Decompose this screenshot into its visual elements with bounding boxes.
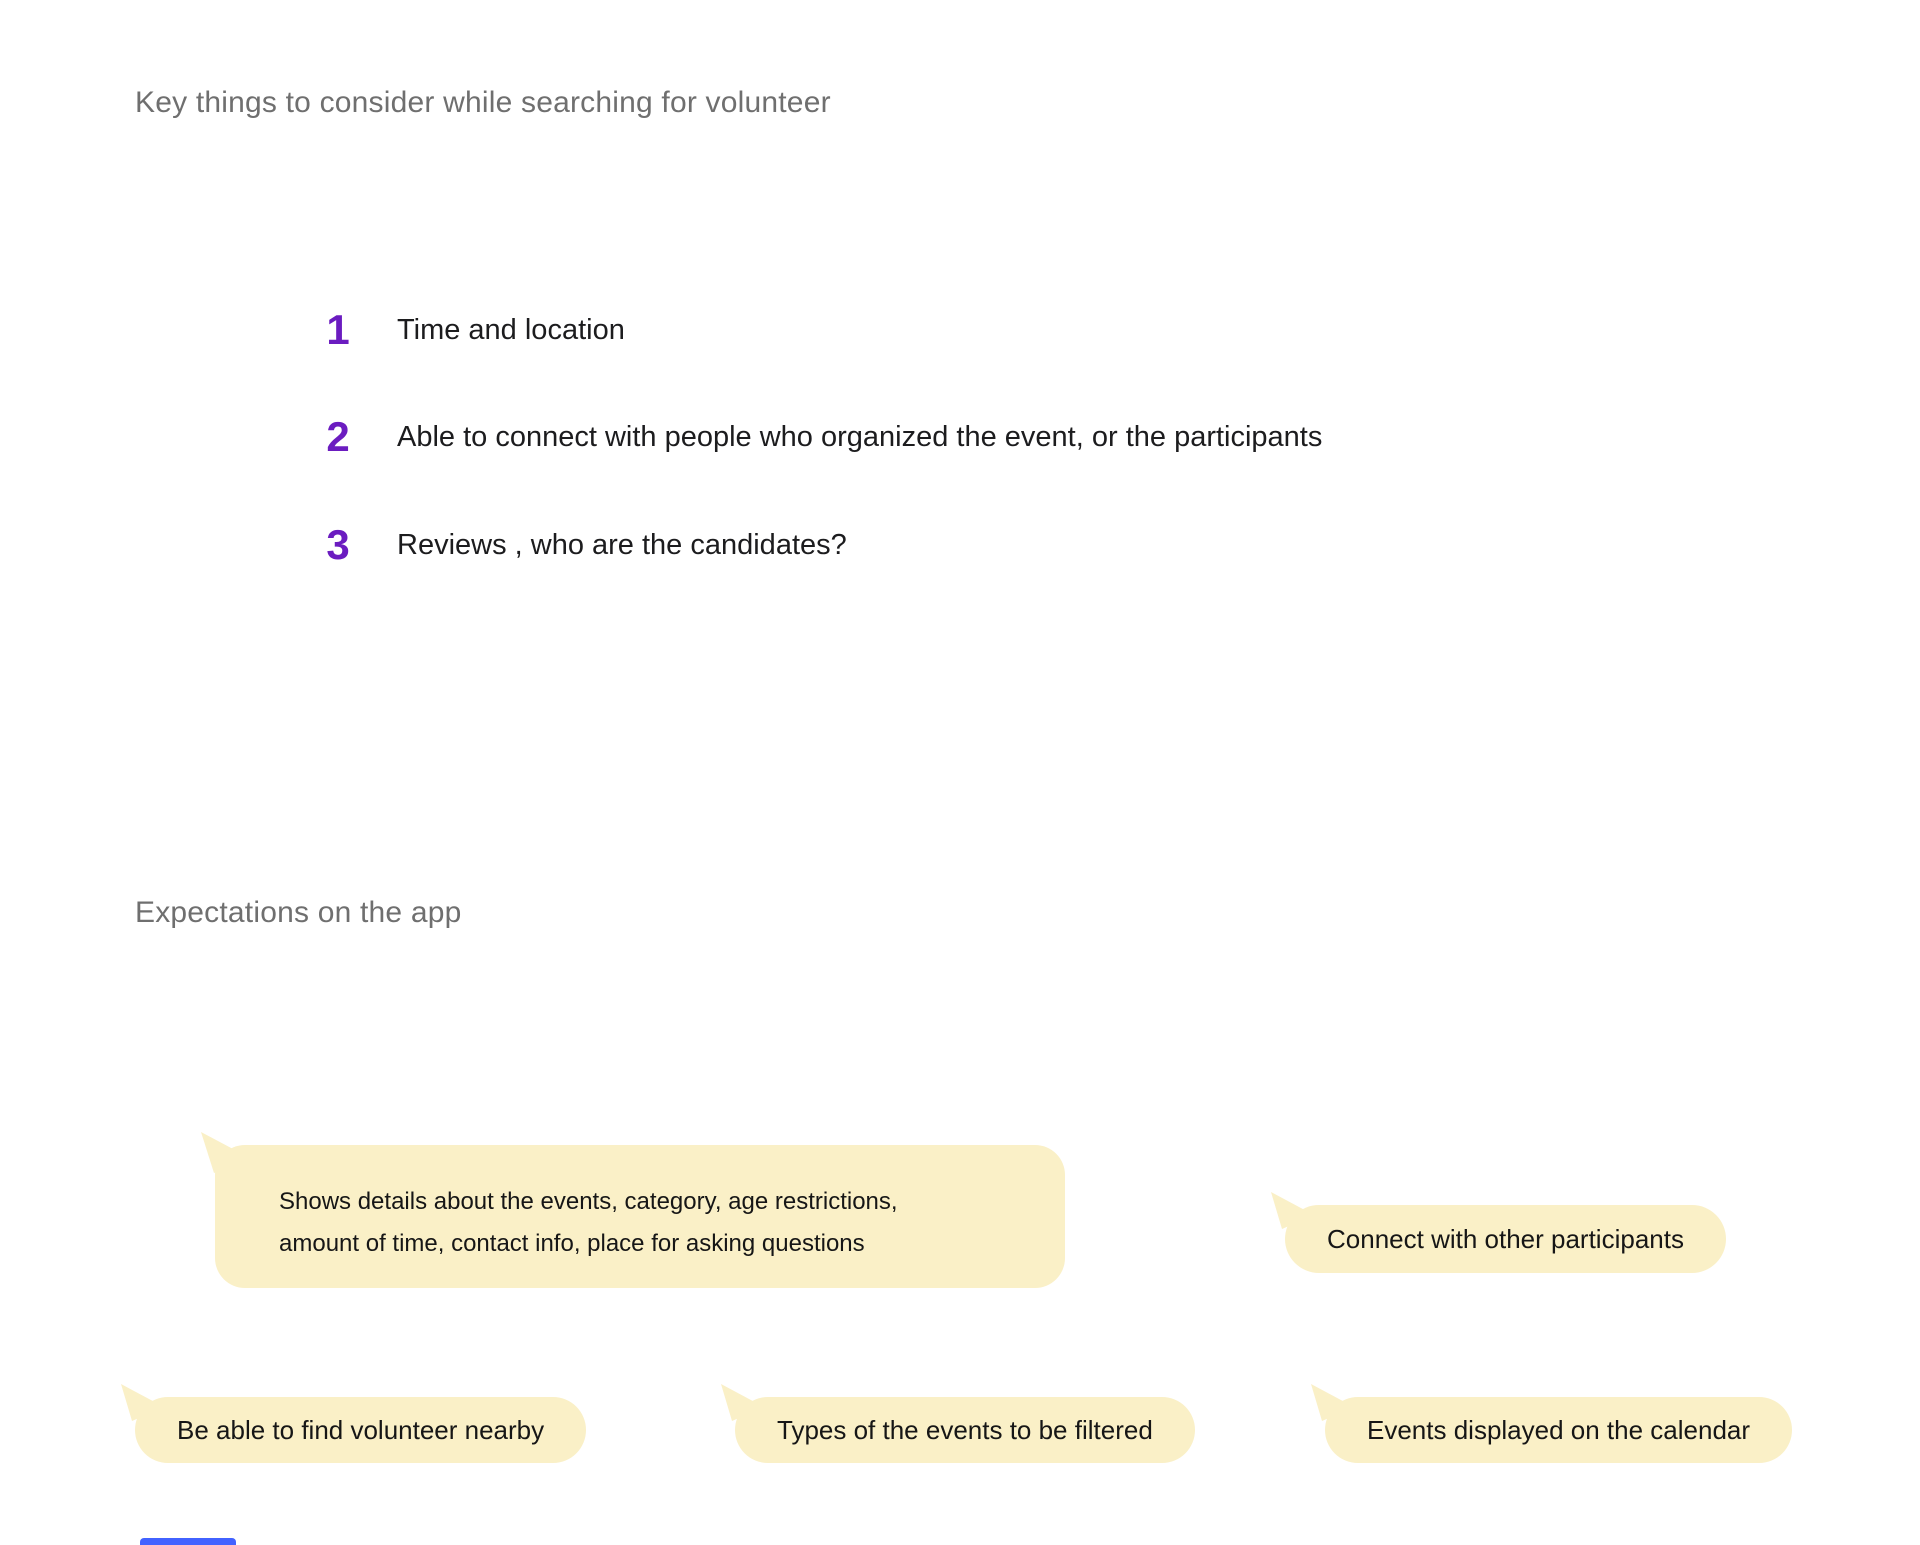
bubble-event-details-line-1: Shows details about the events, category, age restrictions, <box>279 1188 898 1215</box>
bubble-volunteer-nearby-text: Be able to find volunteer nearby <box>177 1415 545 1445</box>
bubble-tail-icon <box>1270 1191 1316 1231</box>
list-item-1[interactable] <box>310 302 625 358</box>
bubble-tail-icon <box>1310 1383 1356 1423</box>
bubble-events-calendar-text: Events displayed on the calendar <box>1367 1415 1751 1445</box>
list-item-3-text: Reviews , who are the candidates? <box>397 528 847 561</box>
list-item-2[interactable] <box>310 409 1322 465</box>
list-item-2-text: Able to connect with people who organized the event, or the participants <box>397 420 1323 453</box>
speech-bubble-events-calendar[interactable] <box>1325 1397 1792 1463</box>
speech-bubble-event-details[interactable] <box>215 1145 1065 1288</box>
list-item-3-number: 3 <box>326 521 350 568</box>
bubble-events-filtered-text: Types of the events to be filtered <box>777 1415 1153 1445</box>
list-item-1-text: Time and location <box>397 313 625 346</box>
list-item-1-number: 1 <box>326 306 350 353</box>
bubble-tail-icon <box>200 1131 252 1175</box>
speech-bubble-events-filtered[interactable] <box>735 1397 1195 1463</box>
list-item-3[interactable] <box>310 517 847 573</box>
list-item-2-number: 2 <box>326 413 350 460</box>
partial-blue-shape[interactable] <box>140 1538 236 1545</box>
bubble-tail-icon <box>120 1383 166 1423</box>
speech-bubble-connect-participants[interactable] <box>1285 1205 1726 1273</box>
section-heading-search-considerations: Key things to consider while searching for volunteer <box>135 86 831 119</box>
speech-bubble-volunteer-nearby[interactable] <box>135 1397 586 1463</box>
section-heading-expectations: Expectations on the app <box>135 896 462 929</box>
bubble-connect-participants-text: Connect with other participants <box>1327 1224 1684 1254</box>
bubble-event-details-line-2: amount of time, contact info, place for asking questions <box>279 1230 865 1257</box>
bubble-tail-icon <box>720 1383 766 1423</box>
